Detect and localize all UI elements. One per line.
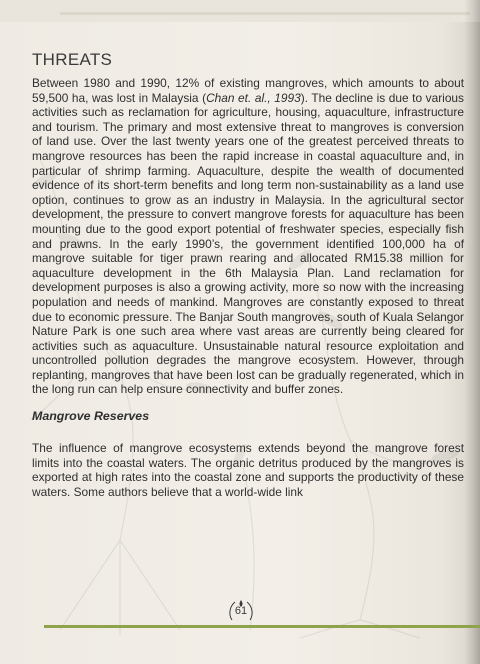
mangrove-reserves-paragraph: The influence of mangrove ecosystems extends beyond the mangrove forest limits into the coastal waters. The organic detritus produced by the mangroves is exported at high rates into the coastal zone and supports the productivity of these waters. Some authors believe that a world-wide link (32, 441, 464, 499)
book-spine-shadow (464, 0, 480, 664)
article-body (32, 50, 464, 499)
top-decorative-line (60, 12, 470, 15)
page-number-ornament (226, 600, 256, 622)
threats-text-part1: Between 1980 and 1990, 12% of existing mangroves, which amounts to about 59,500 ha, was lost in Malaysia ( (32, 76, 464, 105)
footer-rule (44, 625, 480, 628)
subheading-mangrove-reserves: Mangrove Reserves (32, 409, 150, 424)
citation: Chan et. al., 1993 (206, 90, 301, 105)
page-number: 61 (234, 605, 248, 617)
section-heading-threats: THREATS (32, 50, 113, 69)
top-margin-band (0, 0, 480, 22)
threats-paragraph (32, 76, 464, 397)
threats-text-part2: ). The decline is due to various activities such as reclamation for agriculture, housing, aquaculture, infrastructure and tourism. The primary and most extensive threat to mangroves is conversion of land use. Over the last twenty years one of the greatest perceived threats to mangrove resources has been the rapid increase in coastal aquaculture and, in particular of shrimp farming. Aquaculture, despite the wealth of documented evidence of its short-term benefits and long term non-sustainability as a land use option, continues to grow as an industry in Malaysia. In the agricultural sector development, the pressure to convert mangrove forests for aquaculture has been mounting due to the good export potential of freshwater species, especially fish and prawns. In the early 1990’s, the government identified 100,000 ha of mangrove suitable for tiger prawn rearing and allocated RM15.38 million for aquaculture development in the 6th Malaysia Plan. Land reclamation for development purposes is also a growing activity, more so now with the increasing population and needs of mankind. Mangroves are constantly exposed to threat due to economic pressure. The Banjar South mangroves, south of Kuala Selangor Nature Park is one such area where vast areas are currently being cleared for activities such as aquaculture. Unsustainable natural resource exploitation and uncontrolled pollution degrades the mangrove ecosystem. However, through replanting, mangroves that have been lost can be gradually regenerated, which in the long run can help ensure connectivity and buffer zones. (32, 90, 464, 397)
